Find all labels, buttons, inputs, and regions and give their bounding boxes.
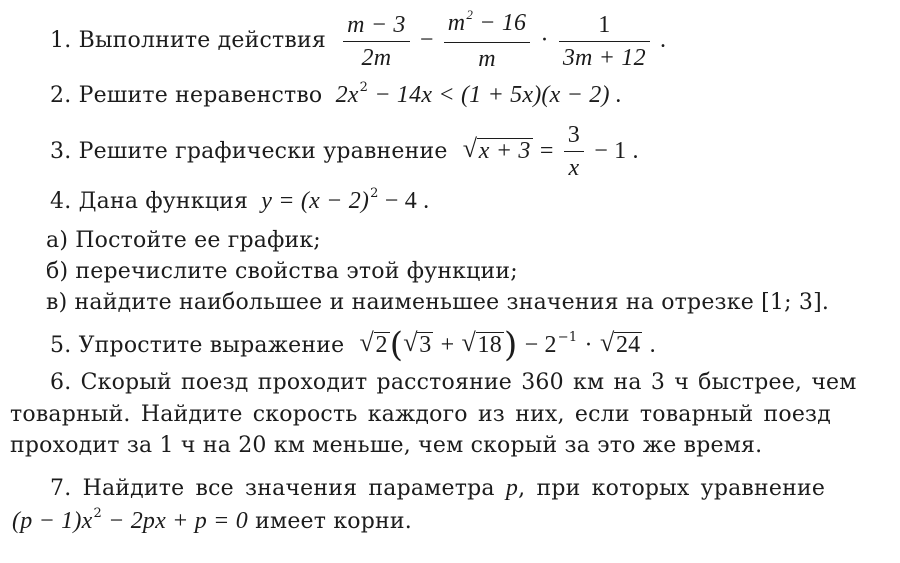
problem-3-text: 3. Решите графически уравнение [50,139,448,164]
problem-5-text: 5. Упростите выражение [50,333,345,358]
problem-4-text: 4. Дана функция [50,189,249,214]
problem-2: 2. Решите неравенство $2x^2 - 14x < (1 + 5x)(x - 2)$ . [50,80,623,108]
fraction-4: $\frac{3}{x}$ [564,120,584,183]
problem-4: 4. Дана функция $y = (x - 2)^2 - 4$ . [50,186,430,214]
problem-5: 5. Упростите выражение √ 2( √ 3 + √ $18) - 2^{-1}$ · √ 24 . [50,325,656,365]
problem-3: 3. Решите графически уравнение √ x + 3 = $\frac{3}{x}$ − 1 . [50,122,639,181]
fraction-1: $\frac{m - 3}{2m}$ [343,10,410,73]
sqrt-expression: √ x + 3 [462,134,531,164]
problem-4-a: а) Постойте ее график; [46,228,321,253]
problem-7-line-1: 7. Найдите все значения параметра p, при которых уравнение [50,475,826,501]
problem-6-line-2: товарный. Найдите скорость каждого из них, если товарный поезд [10,402,831,427]
problem-4-c: в) найдите наибольшее и наименьшее значения на отрезке [1; 3]. [46,290,830,315]
fraction-3: $\frac{1}{3m + 12}$ [559,10,650,73]
problem-6-line-1: 6. Скорый поезд проходит расстояние 360 км на 3 ч быстрее, чем [50,370,857,395]
problem-2-text: 2. Решите неравенство [50,83,323,108]
problem-1: 1. Выполните действия $\frac{m - 3}{2m}$ − $\frac{m^2 - 16}{m}$ · $\frac{1}{3m + 12}$ . [50,7,667,72]
fraction-2: $\frac{m^2 - 16}{m}$ [444,8,530,74]
problem-6-line-3: проходит за 1 ч на 20 км меньше, чем скорый за это же время. [10,433,763,458]
problem-1-text: 1. Выполните действия [50,28,326,53]
problem-7-line-2: $(p - 1)x^2 - 2px + p = 0$ имеет корни. [12,506,412,534]
problem-4-b: б) перечислите свойства этой функции; [46,259,518,284]
